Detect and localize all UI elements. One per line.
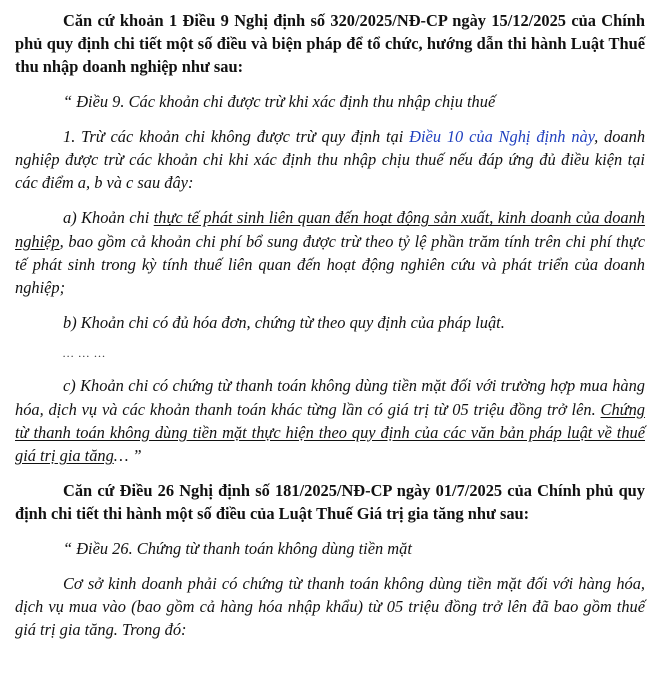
article-26-body-text: Cơ sở kinh doanh phải có chứng từ thanh toán không dùng tiền mặt đối với hàng hóa, dịch vụ mua vào (bao gồm cả hàng hóa nhập khẩu) từ 05 triệu đồng trở lên đã bao gồm thuế giá trị gia tăng. Trong đó: (15, 573, 645, 640)
point-c (15, 374, 645, 467)
point-c-closing: … ” (113, 446, 142, 466)
article-10-link[interactable]: Điều 10 của Nghị định này (409, 126, 595, 146)
clause-1-after-link: , doanh nghiệp được trừ các khoản chi khi xác định thu nhập chịu thuế nếu đáp ứng đủ điều kiện tại các điểm a, b và c sau đây: (15, 126, 646, 193)
point-a-rest: , bao gồm cả khoản chi phí bổ sung được trừ theo tỷ lệ phần trăm tính trên chi phí thực tế phát sinh trong kỳ tính thuế liên quan đến hoạt động nghiên cứu và phát triển của doanh nghiệp; (15, 231, 645, 298)
point-c-text: c) Khoản chi có chứng từ thanh toán không dùng tiền mặt đối với trường hợp mua hàng hóa, dịch vụ và các khoản thanh toán khác từng lần có giá trị từ 05 triệu đồng trở lên. (15, 376, 645, 419)
intro-decree-320 (15, 9, 645, 79)
article-26-heading-text: “ Điều 26. Chứng từ thanh toán không dùng tiền mặt (63, 538, 412, 558)
point-b (15, 311, 645, 334)
article-26-body (15, 572, 645, 642)
article-9-clause-1 (15, 125, 645, 195)
point-a (15, 206, 645, 299)
intro-decree-181-text: Căn cứ Điều 26 Nghị định số 181/2025/NĐ-CP ngày 01/7/2025 của Chính phủ quy định chi tiết thi hành một số điều của Luật Thuế Giá trị gia tăng như sau: (15, 481, 645, 524)
point-b-text: b) Khoản chi có đủ hóa đơn, chứng từ theo quy định của pháp luật. (63, 313, 505, 333)
omission-ellipsis: … … … (63, 346, 107, 361)
article-9-heading (15, 90, 645, 113)
point-c-underlined: Chứng từ thanh toán không dùng tiền mặt thực hiện theo quy định của các văn bản pháp luật về thuế giá trị gia tăng (15, 399, 645, 466)
intro-decree-181 (15, 479, 645, 525)
article-26-heading (15, 537, 645, 560)
clause-1-before-link: 1. Trừ các khoản chi không được trừ quy định tại (63, 126, 410, 146)
article-9-heading-text: “ Điều 9. Các khoản chi được trừ khi xác định thu nhập chịu thuế (63, 91, 496, 111)
intro-decree-320-text: Căn cứ khoản 1 Điều 9 Nghị định số 320/2025/NĐ-CP ngày 15/12/2025 của Chính phủ quy định chi tiết một số điều và biện pháp để tổ chức, hướng dẫn thi hành Luật Thuế thu nhập doanh nghiệp như sau: (15, 11, 645, 77)
point-a-underlined: thực tế phát sinh liên quan đến hoạt động sản xuất, kinh doanh của doanh nghiệp (15, 208, 645, 251)
point-a-prefix: a) Khoản chi (63, 208, 154, 228)
